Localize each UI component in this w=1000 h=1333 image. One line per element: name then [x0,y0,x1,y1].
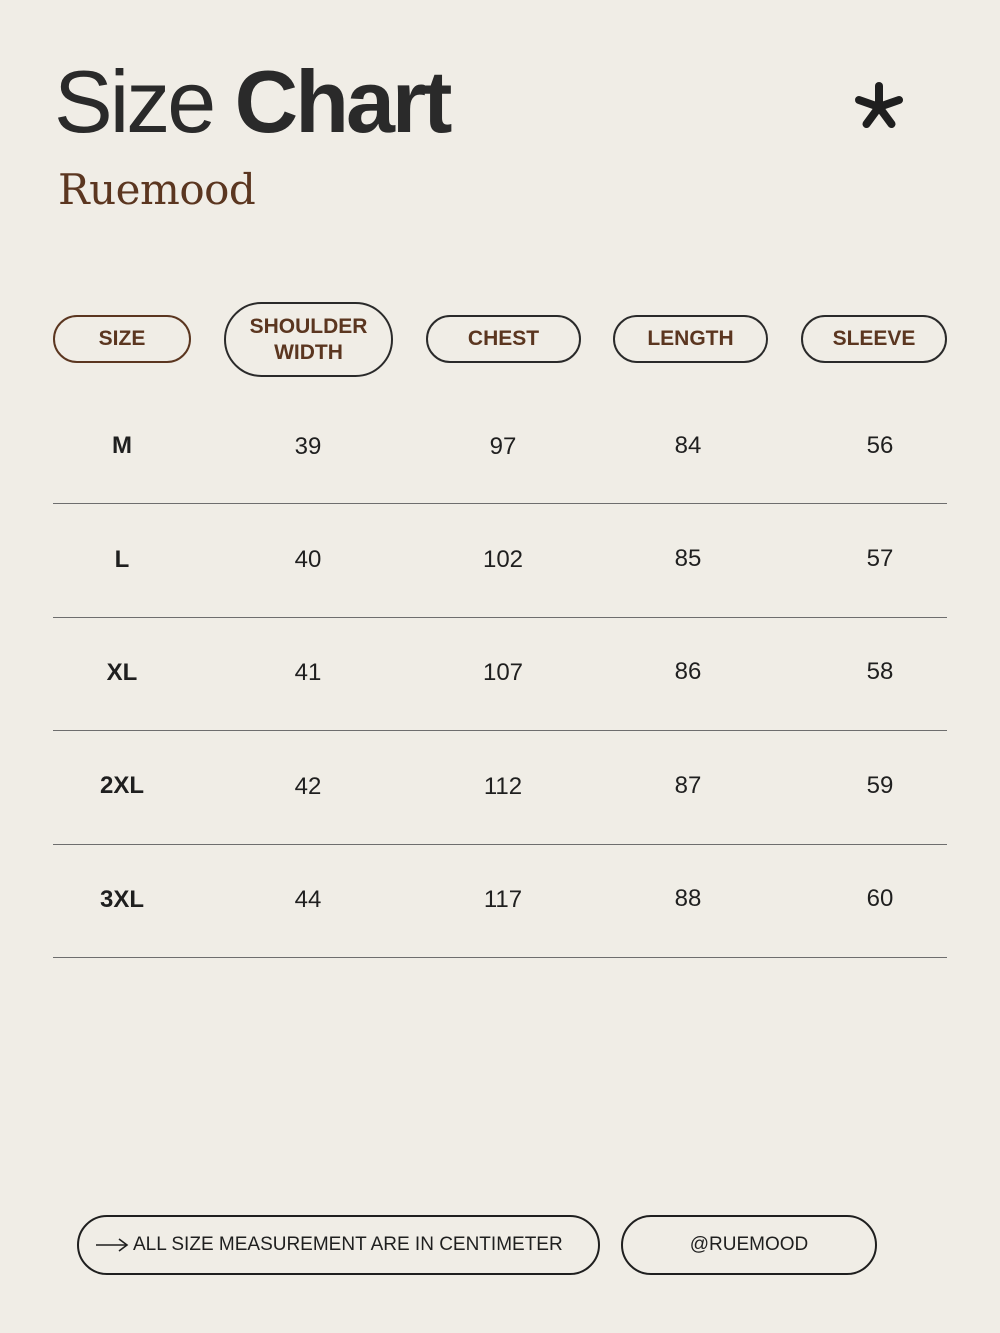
table-cell-chest: 102 [482,546,524,573]
column-header-length: LENGTH [613,315,768,363]
table-cell-sleeve: 58 [866,658,894,685]
column-header-size: SIZE [53,315,191,363]
row-divider [53,617,947,618]
table-cell-shoulder-width: 42 [294,773,322,800]
title-bold: Chart [234,52,450,151]
table-cell-length: 85 [674,545,702,572]
table-cell-chest: 107 [482,659,524,686]
brand-name: Ruemood [58,165,256,214]
table-cell-shoulder-width: 40 [294,546,322,573]
table-cell-length: 88 [674,885,702,912]
measurement-note-text: ALL SIZE MEASUREMENT ARE IN CENTIMETER [133,1234,563,1255]
table-cell-length: 84 [674,432,702,459]
column-header-chest: CHEST [426,315,581,363]
page-title [54,52,449,152]
table-cell-size: 2XL [99,772,144,799]
table-cell-shoulder-width: 44 [294,886,322,913]
table-cell-sleeve: 57 [866,545,894,572]
row-divider [53,503,947,504]
social-handle-text: @RUEMOOD [689,1234,809,1255]
social-handle [621,1215,877,1275]
table-cell-sleeve: 60 [866,885,894,912]
table-cell-sleeve: 56 [866,432,894,459]
row-divider [53,957,947,958]
table-cell-shoulder-width: 41 [294,659,322,686]
table-cell-chest: 112 [483,773,523,800]
table-cell-chest: 97 [489,433,517,460]
table-cell-size: XL [106,659,138,686]
measurement-note [77,1215,600,1275]
table-cell-chest: 117 [483,886,523,913]
table-cell-length: 86 [674,658,702,685]
column-header-sleeve: SLEEVE [801,315,947,363]
asterisk-icon [850,78,908,136]
table-cell-size: M [112,432,132,459]
arrow-right-icon [95,1237,129,1253]
title-light: Size [54,52,235,151]
table-cell-length: 87 [674,772,702,799]
table-cell-sleeve: 59 [866,772,894,799]
row-divider [53,844,947,845]
table-cell-size: 3XL [99,886,144,913]
table-cell-size: L [114,546,130,573]
table-cell-shoulder-width: 39 [294,433,322,460]
row-divider [53,730,947,731]
column-header-shoulder-width: SHOULDER WIDTH [224,302,393,377]
